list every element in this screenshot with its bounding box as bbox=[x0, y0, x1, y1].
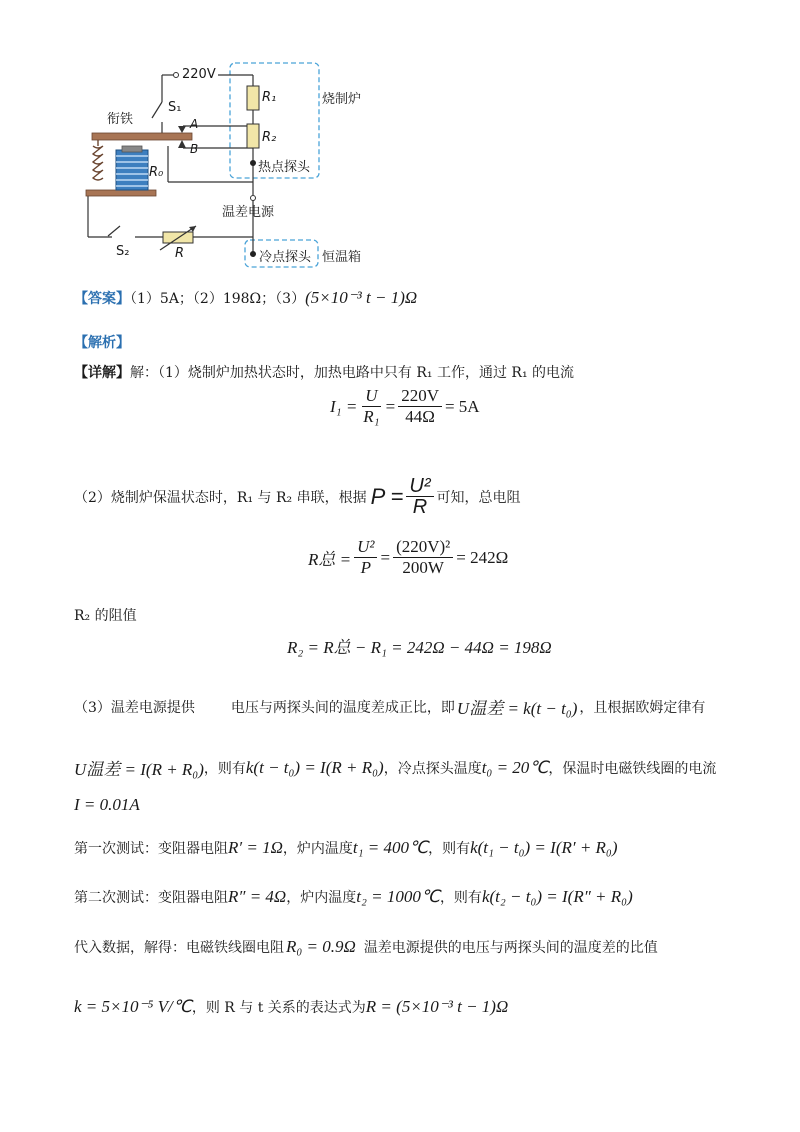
answer-text: （1）5A；（2）198Ω；（3） bbox=[130, 291, 306, 307]
eq1-lhs: I₁ = bbox=[330, 396, 358, 416]
eq2-eq: = bbox=[380, 547, 391, 567]
p2-formula-lhs: P = bbox=[370, 483, 404, 509]
eq1-eq: = bbox=[385, 396, 396, 416]
eq1-den2: 44Ω bbox=[405, 407, 435, 426]
p2-formula-den: R bbox=[412, 496, 428, 518]
p7-formula-3: k(t₁ − t₀) = I(R′ + R₀) bbox=[470, 838, 618, 857]
eq2-rhs: = 242Ω bbox=[456, 547, 509, 567]
para-8b: ，炉内温度 bbox=[286, 890, 357, 906]
para-7 bbox=[74, 838, 618, 858]
label-temp-source: 温差电源 bbox=[222, 205, 275, 220]
eq2-num2: (220V)² bbox=[393, 537, 453, 558]
eq2-num1: U² bbox=[354, 537, 377, 558]
label-r0: R₀ bbox=[149, 165, 164, 180]
analysis-tag: 【解析】 bbox=[74, 335, 130, 351]
answer-expr: (5×10⁻³ t − 1)Ω bbox=[305, 288, 418, 307]
p5-formula-1: U温差 = I(R + R₀) bbox=[74, 760, 204, 779]
label-s1: S₁ bbox=[168, 100, 182, 115]
label-b: B bbox=[190, 142, 199, 156]
p5-formula-3: t₀ = 20℃ bbox=[481, 757, 549, 777]
para-8a: 第二次测试：变阻器电阻 bbox=[74, 890, 228, 906]
eq2-den2: 200W bbox=[402, 558, 444, 577]
para-3: R₂ 的阻值 bbox=[74, 608, 137, 624]
eq2-den1: P bbox=[360, 558, 371, 577]
label-furnace: 烧制炉 bbox=[322, 92, 362, 107]
detail-tag: 【详解】 bbox=[74, 365, 130, 381]
p8-formula-2: t₂ = 1000℃ bbox=[356, 887, 440, 906]
p5-formula-2: k(t − t₀) = I(R + R₀) bbox=[245, 757, 384, 777]
p9-formula-1: R₀ = 0.9Ω bbox=[286, 937, 356, 956]
p8-formula-3: k(t₂ − t₀) = I(R″ + R₀) bbox=[481, 887, 633, 906]
p7-formula-2: t₁ = 400℃ bbox=[352, 838, 429, 857]
para-9b: 温差电源提供的电压与两探头间的温度差的比值 bbox=[363, 940, 658, 956]
para-7c: ，则有 bbox=[428, 841, 471, 857]
label-armature: 衔铁 bbox=[107, 112, 134, 127]
equation-1 bbox=[330, 386, 480, 427]
label-r: R bbox=[175, 246, 185, 261]
para-2b: 可知，总电阻 bbox=[436, 489, 521, 506]
eq1-rhs: = 5A bbox=[444, 396, 480, 416]
label-r2: R₂ bbox=[262, 130, 277, 145]
para-8c: ，则有 bbox=[439, 890, 482, 906]
eq1-num2: 220V bbox=[398, 386, 442, 407]
label-a: A bbox=[190, 117, 199, 131]
p4-formula: U温差 = k(t − t₀) bbox=[456, 699, 578, 718]
para-10 bbox=[74, 997, 508, 1017]
para-2a: （2）烧制炉保温状态时，R₁ 与 R₂ 串联，根据 bbox=[74, 489, 367, 506]
para-6: I = 0.01A bbox=[74, 795, 140, 814]
label-thermostat: 恒温箱 bbox=[322, 250, 362, 265]
detail-line bbox=[74, 362, 574, 382]
para-5a: ，则有 bbox=[203, 760, 246, 777]
p2-formula-num: U² bbox=[406, 476, 433, 497]
p10-formula-2: R = (5×10⁻³ t − 1)Ω bbox=[365, 997, 509, 1016]
eq2-lhs: R总 = bbox=[308, 550, 352, 569]
para-5c: ，保温时电磁铁线圈的电流 bbox=[548, 760, 717, 777]
answer-line bbox=[74, 288, 417, 308]
label-hot-probe: 热点探头 bbox=[258, 160, 311, 175]
para-9 bbox=[74, 937, 658, 957]
para-8 bbox=[74, 887, 633, 907]
para-7a: 第一次测试：变阻器电阻 bbox=[74, 841, 228, 857]
para-2 bbox=[74, 476, 521, 517]
para-10a: ，则 R 与 t 关系的表达式为 bbox=[191, 1000, 366, 1016]
label-cold-probe: 冷点探头 bbox=[259, 250, 312, 265]
p8-formula-1: R″ = 4Ω bbox=[228, 887, 287, 906]
para-9a: 代入数据，解得：电磁铁线圈电阻 bbox=[74, 940, 284, 956]
equation-3: R₂ = R总 − R₁ = 242Ω − 44Ω = 198Ω bbox=[287, 638, 552, 657]
eq1-den1: R₁ bbox=[363, 407, 380, 426]
para-4a: （3）温差电源提供 bbox=[74, 699, 195, 716]
label-voltage: 220V bbox=[182, 67, 216, 82]
para-1: 解：（1）烧制炉加热状态时，加热电路中只有 R₁ 工作，通过 R₁ 的电流 bbox=[130, 365, 575, 381]
p7-formula-1: R′ = 1Ω bbox=[228, 838, 283, 857]
para-4c: ，且根据欧姆定律有 bbox=[579, 699, 706, 716]
para-4b: 电压与两探头间的温度差成正比，即 bbox=[230, 699, 455, 716]
para-7b: ，炉内温度 bbox=[282, 841, 353, 857]
answer-tag: 【答案】 bbox=[74, 291, 130, 307]
equation-2 bbox=[308, 537, 508, 578]
para-5 bbox=[74, 755, 716, 780]
eq1-num1: U bbox=[362, 386, 380, 407]
label-s2: S₂ bbox=[116, 244, 130, 259]
para-5b: ，冷点探头温度 bbox=[383, 760, 482, 777]
label-r1: R₁ bbox=[262, 90, 277, 105]
p10-formula-1: k = 5×10⁻⁵ V/℃ bbox=[74, 997, 192, 1016]
para-4 bbox=[74, 694, 705, 719]
